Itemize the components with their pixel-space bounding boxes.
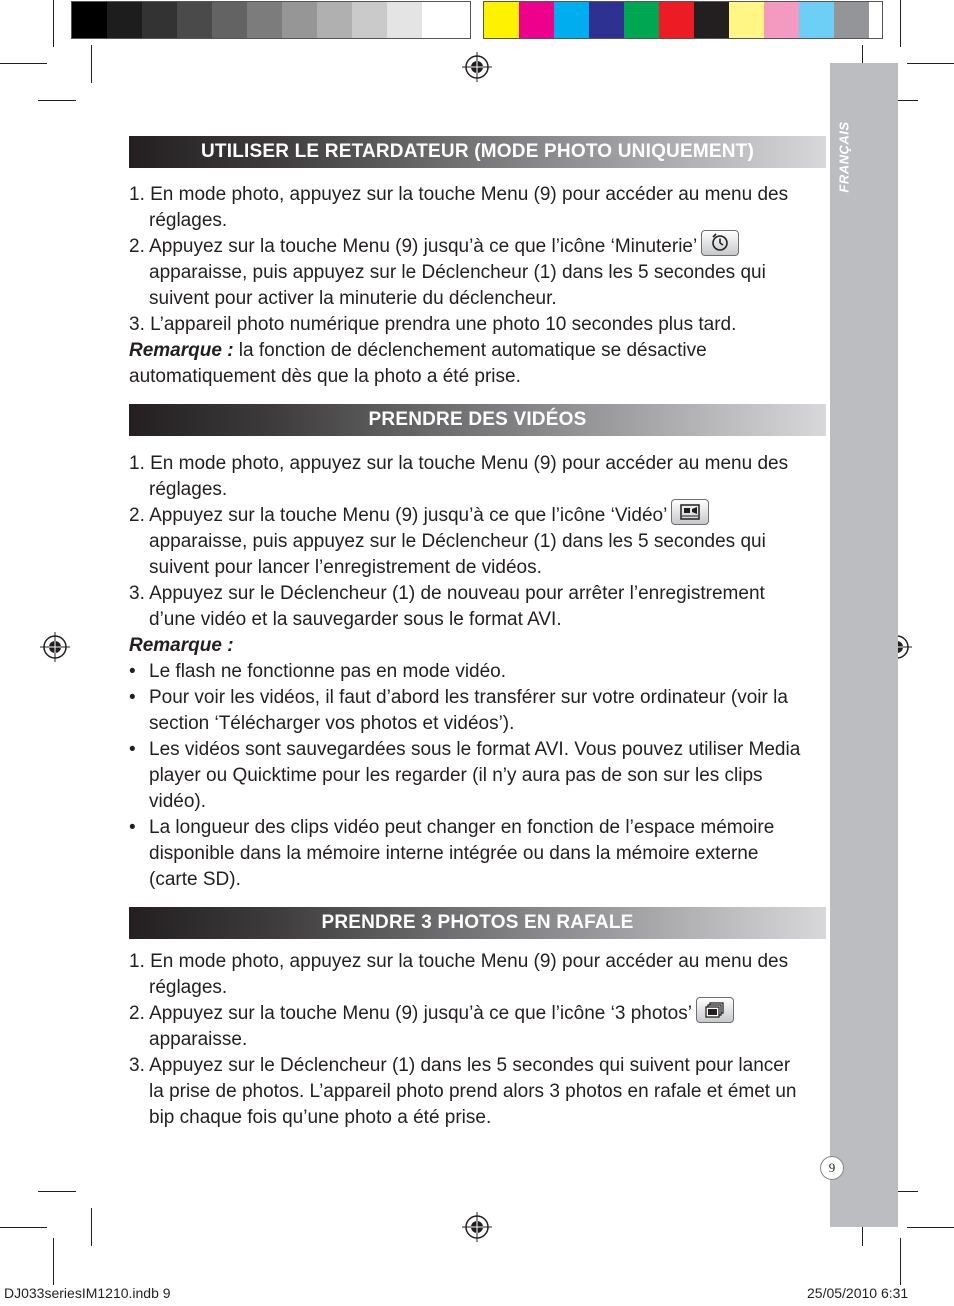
text-line: 3. L’appareil photo numérique prendra une photo 10 secondes plus tard.: [129, 314, 737, 335]
language-label: FRANÇAIS: [836, 121, 852, 193]
bullet-item: section ‘Télécharger vos photos et vidéos’).: [149, 713, 515, 734]
bullet-marker: •: [129, 739, 136, 760]
footer-file-name: DJ033seriesIM1210.indb 9: [4, 1285, 171, 1301]
crop-mark: [91, 45, 92, 83]
calibration-swatch: [519, 2, 554, 38]
text-line: suivent pour activer la minuterie du déclencheur.: [149, 288, 557, 309]
text-line: [129, 234, 739, 260]
text-line: apparaisse, puis appuyez sur le Déclencheur (1) dans les 5 secondes qui: [149, 262, 766, 283]
crop-mark: [53, 1238, 54, 1285]
text-line: réglages.: [149, 977, 228, 998]
bullet-marker: •: [129, 661, 136, 682]
bullet-item: Le flash ne fonctionne pas en mode vidéo.: [149, 661, 507, 682]
calibration-swatch: [387, 2, 422, 38]
calibration-swatch: [799, 2, 834, 38]
section-title-videos: PRENDRE DES VIDÉOS: [129, 404, 826, 436]
calibration-swatch: [554, 2, 589, 38]
calibration-swatch: [247, 2, 282, 38]
video-icon: [671, 499, 709, 525]
crop-mark: [53, 0, 54, 47]
text-line: [129, 1001, 734, 1027]
footer-date: 25/05/2010 6:31: [807, 1285, 909, 1301]
gray-calibration-bar: [71, 1, 471, 39]
text-line: bip chaque fois qu’une photo a été prise.: [149, 1107, 492, 1128]
text-line: apparaisse, puis appuyez sur le Déclencheur (1) dans les 5 secondes qui: [149, 531, 766, 552]
bullet-item: vidéo).: [149, 791, 207, 812]
crop-mark: [907, 63, 954, 64]
calibration-swatch: [694, 2, 729, 38]
note-label: Remarque :: [129, 340, 234, 361]
language-side-strip: [830, 63, 898, 1227]
text-line: d’une vidéo et la sauvegarder sous le format AVI.: [149, 609, 562, 630]
text-line: réglages.: [149, 479, 228, 500]
text-line: [129, 503, 709, 529]
calibration-swatch: [212, 2, 247, 38]
crop-mark: [907, 1227, 954, 1228]
registration-mark-icon: [40, 632, 70, 662]
crop-mark: [900, 0, 901, 47]
burst-photo-icon: [696, 997, 734, 1023]
note-label: Remarque :: [129, 635, 234, 656]
crop-mark: [91, 1208, 92, 1246]
crop-mark: [38, 100, 76, 101]
text-line: la prise de photos. L’appareil photo prend alors 3 photos en rafale et émet un: [149, 1081, 797, 1102]
calibration-swatch: [107, 2, 142, 38]
text-line: 2. Appuyez sur la touche Menu (9) jusqu’à ce que l’icône ‘3 photos’: [129, 1003, 692, 1025]
bullet-item: Les vidéos sont sauvegardées sous le format AVI. Vous pouvez utiliser Media: [149, 739, 801, 760]
section-title-burst: PRENDRE 3 PHOTOS EN RAFALE: [129, 907, 826, 939]
bullet-marker: •: [129, 817, 136, 838]
calibration-swatch: [282, 2, 317, 38]
registration-mark-icon: [462, 52, 492, 82]
calibration-swatch: [834, 2, 869, 38]
text-line: 1. En mode photo, appuyez sur la touche Menu (9) pour accéder au menu des: [129, 184, 789, 205]
calibration-swatch: [142, 2, 177, 38]
calibration-swatch: [764, 2, 799, 38]
calibration-swatch: [729, 2, 764, 38]
note-text: la fonction de déclenchement automatique se désactive: [233, 340, 707, 361]
text-line: automatiquement dès que la photo a été prise.: [129, 366, 521, 387]
text-line: réglages.: [149, 210, 228, 231]
crop-mark: [0, 63, 47, 64]
color-calibration-bar: [483, 1, 883, 39]
section-title-self-timer: UTILISER LE RETARDATEUR (MODE PHOTO UNIQUEMENT): [129, 136, 826, 168]
calibration-swatch: [72, 2, 107, 38]
page-number: 9: [820, 1156, 844, 1180]
calibration-swatch: [484, 2, 519, 38]
calibration-swatch: [624, 2, 659, 38]
bullet-item: Pour voir les vidéos, il faut d’abord les transférer sur votre ordinateur (voir la: [149, 687, 788, 708]
calibration-swatch: [659, 2, 694, 38]
calibration-swatch: [422, 2, 457, 38]
note-line: [129, 338, 707, 364]
text-line: suivent pour lancer l’enregistrement de vidéos.: [149, 557, 542, 578]
text-line: 3. Appuyez sur le Déclencheur (1) dans les 5 secondes qui suivent pour lancer: [129, 1055, 791, 1076]
text-line: 1. En mode photo, appuyez sur la touche Menu (9) pour accéder au menu des: [129, 453, 789, 474]
bullet-item: La longueur des clips vidéo peut changer en fonction de l’espace mémoire: [149, 817, 775, 838]
calibration-swatch: [352, 2, 387, 38]
text-line: 2. Appuyez sur la touche Menu (9) jusqu’à ce que l’icône ‘Vidéo’: [129, 505, 668, 527]
self-timer-icon: [701, 230, 739, 256]
crop-mark: [0, 1227, 47, 1228]
calibration-swatch: [317, 2, 352, 38]
calibration-swatch: [177, 2, 212, 38]
text-line: 2. Appuyez sur la touche Menu (9) jusqu’à ce que l’icône ‘Minuterie’: [129, 236, 698, 258]
bullet-marker: •: [129, 687, 136, 708]
crop-mark: [900, 1238, 901, 1285]
registration-mark-icon: [462, 1212, 492, 1242]
text-line: 1. En mode photo, appuyez sur la touche Menu (9) pour accéder au menu des: [129, 951, 789, 972]
crop-mark: [38, 1191, 76, 1192]
bullet-item: disponible dans la mémoire interne intégrée ou dans la mémoire externe: [149, 843, 759, 864]
text-line: 3. Appuyez sur le Déclencheur (1) de nouveau pour arrêter l’enregistrement: [129, 583, 765, 604]
bullet-item: (carte SD).: [149, 869, 241, 890]
calibration-swatch: [589, 2, 624, 38]
bullet-item: player ou Quicktime pour les regarder (il n’y aura pas de son sur les clips: [149, 765, 763, 786]
text-line: apparaisse.: [149, 1029, 248, 1050]
